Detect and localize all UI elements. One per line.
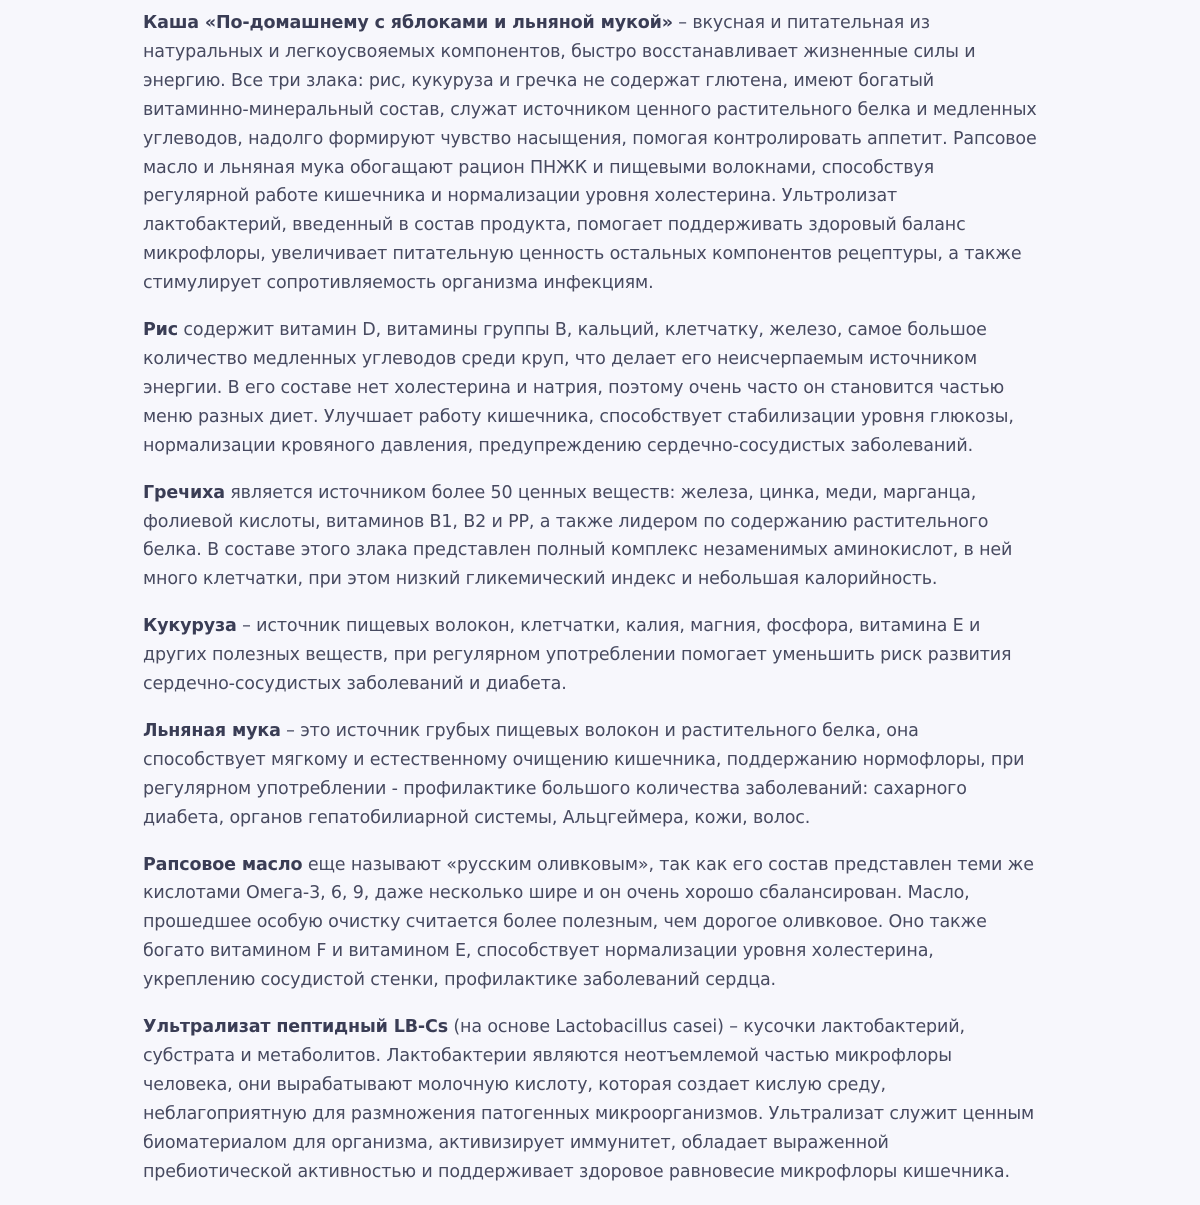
product-description bbox=[143, 9, 1043, 1205]
desc-porridge: – вкусная и питательная из натуральных и легкоусвояемых компонентов, быстро восстанавливает жизненные силы и энергию. Все три злака: рис, кукуруза и гречка не содержат глютена, имеют богатый витаминно-минеральный состав, служат источником ценного растительного белка и медленных углеводов, надолго формируют чувство насыщения, помогая контролировать аппетит. Рапсовое масло и льняная мука обогащают рацион ПНЖК и пищевыми волокнами, способствуя регулярной работе кишечника и нормализации уровня холестерина. Ультролизат лактобактерий, введенный в состав продукта, помогает поддерживать здоровый баланс микрофлоры, увеличивает питательную ценность остальных компонентов рецептуры, а также стимулирует сопротивляемость организма инфекциям. bbox=[143, 13, 1037, 294]
term-flax-flour: Льняная мука bbox=[143, 720, 281, 741]
paragraph-porridge bbox=[143, 9, 1043, 298]
term-porridge: Каша «По-домашнему с яблоками и льняной мукой» bbox=[143, 13, 673, 33]
paragraph-buckwheat bbox=[143, 479, 1043, 595]
paragraph-corn bbox=[143, 612, 1043, 699]
desc-corn: – источник пищевых волокон, клетчатки, калия, магния, фосфора, витамина Е и других полезных веществ, при регулярном употреблении помогает уменьшить риск развития сердечно-сосудистых заболеваний и диабета. bbox=[143, 616, 1012, 695]
desc-buckwheat: является источником более 50 ценных веществ: железа, цинка, меди, марганца, фолиевой кислоты, витаминов В1, В2 и РР, а также лидером по содержанию растительного белка. В составе этого злака представлен полный комплекс незаменимых аминокислот, в ней много клетчатки, при этом низкий гликемический индекс и небольшая калорийность. bbox=[143, 482, 1013, 590]
term-ultralysate: Ультрализат пептидный LB-Cs bbox=[143, 1017, 448, 1038]
paragraph-rice bbox=[143, 316, 1043, 461]
desc-rapeseed-oil: еще называют «русским оливковым», так как его состав представлен теми же кислотами Омега-3, 6, 9, даже несколько шире и он очень хорошо сбалансирован. Масло, прошедшее особую очистку считается более полезным, чем дорогое оливковое. Оно также богато витамином F и витамином Е, способствует нормализации уровня холестерина, укреплению сосудистой стенки, профилактике заболеваний сердца. bbox=[143, 854, 1034, 991]
desc-ultralysate: (на основе Lactobacillus casei) – кусочки лактобактерий, субстрата и метаболитов. Лактобактерии являются неотъемлемой частью микрофлоры человека, они вырабатывают молочную кислоту, которая создает кислую среду, неблагоприятную для размножения патогенных микроорганизмов. Ультрализат служит ценным биоматериалом для организма, активизирует иммунитет, обладает выраженной пребиотической активностью и поддерживает здоровое равновесие микрофлоры кишечника. bbox=[143, 1017, 1035, 1182]
paragraph-ultralysate bbox=[143, 1013, 1043, 1186]
term-buckwheat: Гречиха bbox=[143, 482, 225, 503]
desc-rice: содержит витамин D, витамины группы В, кальций, клетчатку, железо, самое большое количество медленных углеводов среди круп, что делает его неисчерпаемым источником энергии. В его составе нет холестерина и натрия, поэтому очень часто он становится частью меню разных диет. Улучшает работу кишечника, способствует стабилизации уровня глюкозы, нормализации кровяного давления, предупреждению сердечно-сосудистых заболеваний. bbox=[143, 320, 1014, 456]
term-corn: Кукуруза bbox=[143, 616, 237, 637]
term-rapeseed-oil: Рапсовое масло bbox=[143, 854, 303, 875]
paragraph-rapeseed-oil bbox=[143, 851, 1043, 996]
paragraph-flax-flour bbox=[143, 717, 1043, 833]
desc-flax-flour: – это источник грубых пищевых волокон и растительного белка, она способствует мягкому и естественному очищению кишечника, поддержанию нормофлоры, при регулярном употреблении - профилактике большого количества заболеваний: сахарного диабета, органов гепатобилиарной системы, Альцгеймера, кожи, волос. bbox=[143, 720, 1025, 828]
term-rice: Рис bbox=[143, 320, 179, 341]
